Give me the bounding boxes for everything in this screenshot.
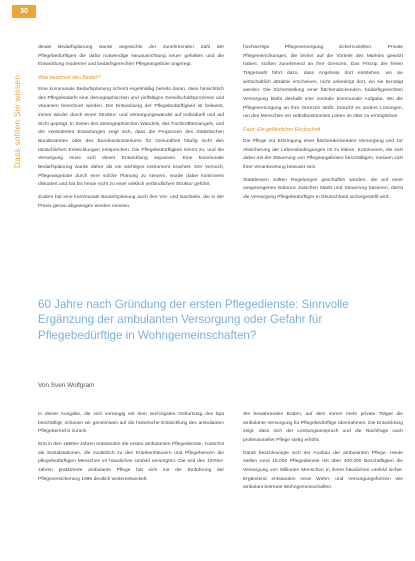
subheading: Fazit: Ein gefährlicher Rückschritt xyxy=(243,126,321,133)
paragraph: hochwertige Pflegeversorgung sicherzustellen. Private Pflegeeinrichtungen, die bisher auf die Vorteile des Marktes gesetzt haben, stoßen zunehmend an ihre Grenzen. Das Prinzip der freien Trägerwahl führt dazu, dass Angebote dort entstehen, wo sie wirtschaftlich attraktiv erscheinen, nicht unbedingt dort, wo sie benötigt werden. Die Sicherstellung einer flächendeckenden, bedarfsgerechten Versorgung bleibt deshalb eine zentrale kommunale Aufgabe. Wo die Pflegeversorgung an ihre Grenzen stößt, braucht es andere Lösungen, um den Menschen ein selbstbestimmtes Leben im Alter zu ermöglichen. xyxy=(243,45,403,120)
subheading: Was bestimmt den Bedarf? xyxy=(38,74,101,81)
section-label xyxy=(11,28,21,168)
left-column-bottom xyxy=(38,411,224,488)
paragraph: Sie bewahrenden Boden, auf dem immer mehr private Träger die ambulante Versorgung für Pflegebedürftige übernahmen. Die Entwicklung zeigt, dass sich der Leistungsanspruch und die Nachfrage nach professioneller Pflege stetig erhöht. xyxy=(243,412,403,443)
paragraph: desde Bedarfsplanung wurde angesichts der zunehmenden Zahl der Pflegebedürftigen die dafür notwendige Neuausrichtung neuer gehalten und die Entwicklung moderner und bedarfsgerechter Pflegeangebote angeregt. xyxy=(38,45,224,68)
article-byline: Von Sven Wolfgram xyxy=(38,382,95,389)
paragraph: Damit beschleunigte sich der Ausbau der ambulanten Pflege. Heute stellen rund 15.000 Pflegedienste mit über 400.000 Beschäftigten die Versorgung von Millionen Menschen in ihrem häuslichen Umfeld sicher. Ergänzend entstanden neue Wohn- und Versorgungsformen wie ambulant betreute Wohngemeinschaften. xyxy=(243,450,403,491)
paragraph: Die Pflege zur Erbringung einer flächendeckenden Versorgung und zur Absicherung der Lebensbedingungen ist zu klären. Kommunen, die sich dabei mit der Steuerung von Pflegeangeboten beschäftigen, müssen sich ihrer Verantwortung bewusst sein. xyxy=(243,138,403,170)
left-column-top xyxy=(38,44,224,215)
paragraph: Zudem hat eine kommunale Bedarfsplanung auch ihre Vor- und Nachteile, die in der Praxis genau abgewogen werden müssen. xyxy=(38,194,224,209)
article-headline: 60 Jahre nach Gründung der ersten Pflegedienste: Sinnvolle Ergänzung der ambulanten Versorgung oder Gefahr für Pflegebedürftige in Wohngemeinschaften? xyxy=(38,298,349,342)
right-column-top xyxy=(243,44,403,207)
paragraph: Stattdessen sollten Regelungen geschaffen werden, die auf einer ausgewogenen Balance zwischen Markt und Steuerung basieren, damit die Versorgung Pflegebedürftiger in Deutschland sichergestellt wird. xyxy=(243,177,403,200)
page-number: 30 xyxy=(12,5,36,18)
right-column-bottom xyxy=(243,411,403,497)
paragraph: Eine kommunale Bedarfsplanung scheint regelmäßig bereits daran, dass hinsichtlich des Pflegebedarfs eine demographischen und vielfältigen Gesellschaftsprozesse und Varianten berechnet werden. Die Entwicklung der Pflegebedürftigkeit ist bekannt, immer wieder durch einen Struktur- und Versorgungswandel auf individuell und auf Sicht geprägt. In Zeiten des demographischen Wandels, des Fachkräftemangels, und der veränderten Erwartungen zeigt sich, dass die Prognosen des Statistischen Bundesamtes oder des Bundesministeriums für Gesundheit häufig nicht den tatsächlichen Entwicklungen entsprechen. Die Pflegebedürftigkeit nimmt zu, und die Versorgung muss sich dieser Entwicklung anpassen. Eine kommunale Bedarfsplanung wurde daher als ein wichtiges Instrument erachtet. Der Versuch, Pflegeangebote durch eine solche Planung zu steuern, wurde dabei kontrovers diskutiert und hat bis heute nicht zu einer wirklich verbindlichen Struktur geführt. xyxy=(38,86,224,188)
paragraph: Erst in den 1960er-Jahren entstanden die ersten ambulanten Pflegedienste, zunächst als Sozialstationen, die zusätzlich zu den Krankenhäusern und Pflegeheimen die pflegebedürftigen Menschen im häuslichen Umfeld versorgten. Die seit den 1970er-Jahren praktizierte ambulante Pflege hat sich mit der Einführung der Pflegeversicherung 1995 deutlich weiterentwickelt. xyxy=(38,441,224,482)
section-label-text: Dass sollten Sie wissen xyxy=(13,74,22,168)
paragraph: In dieser Ausgabe, die sich vorrangig mit dem sechzigsten Geburtstag des bpa beschäftigt, schauen wir gemeinsam auf die historische Entwicklung des ambulanten Pflegebereichs zurück. xyxy=(38,412,224,435)
